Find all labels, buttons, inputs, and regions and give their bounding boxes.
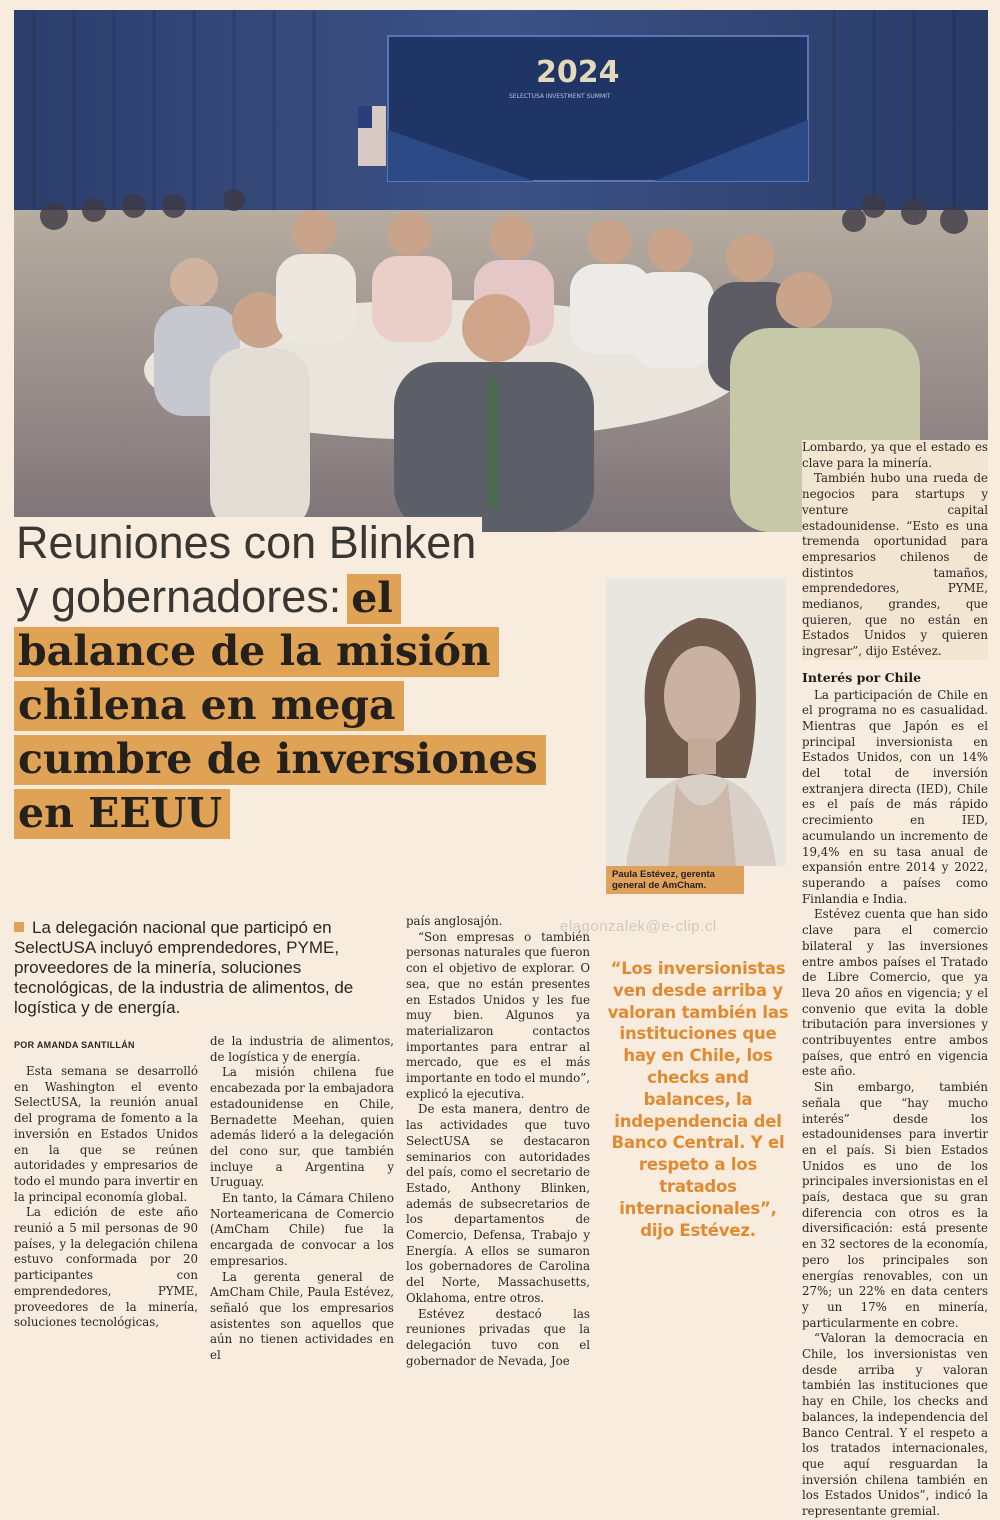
caption-line-2: general de AmCham. <box>612 880 707 891</box>
portrait-caption <box>606 866 744 894</box>
column-4-top-block <box>802 440 988 660</box>
paragraph: Estévez destacó las reuniones privadas que la delegación tuvo con el gobernador de Nevada, Joe <box>406 1306 590 1368</box>
headline-highlight-5: cumbre de inversiones <box>14 735 546 785</box>
body-column-3 <box>406 914 590 1369</box>
paragraph: “Valoran la democracia en Chile, los inversionistas ven desde arriba y valoran también las instituciones que hay en Chile, los checks and balances, la independencia del Banco Central. Y el respeto a los tratados internacionales, que aquí resguardan la inversión chilena también en los Estados Unidos”, indicó la representante gremial. <box>802 1331 988 1519</box>
paragraph: Sin embargo, también señala que “hay mucho interés” desde los estadounidenses para invertir en el país. Si bien Estados Unidos es uno de los principales inversionistas en el país, destaca que su gran diferencia con otros es la diversificación: está presente en 32 sectores de la economía, pero los principales son energías renovables, con un 27%; un 22% en data centers y un 17% en minería, particularmente en cobre. <box>802 1080 988 1330</box>
caption-line-1: Paula Estévez, gerenta <box>612 869 715 880</box>
headline-highlight-2: el <box>347 574 401 624</box>
paragraph: La gerenta general de AmCham Chile, Paula Estévez, señaló que los empresarios asistentes son aquellos que aún no tienen actividades en el <box>210 1269 394 1363</box>
lead-bullet-icon <box>14 922 24 932</box>
paragraph: país anglosajón. <box>406 914 503 928</box>
pull-quote: “Los inversionistas ven desde arriba y valoran también las instituciones que hay en Chile, los checks and balances, la independencia del Banco Central. Y el respeto a los tratados internacionales”, dijo Estévez. <box>607 959 789 1240</box>
paragraph: de la industria de alimentos, de logística y de energía. <box>210 1034 394 1064</box>
paragraph: En tanto, la Cámara Chileno Norteamericana de Comercio (AmCham Chile) fue la encargada de convocar a los empresarios. <box>210 1191 394 1268</box>
paragraph: La misión chilena fue encabezada por la embajadora estadounidense en Chile, Bernadette Meehan, quien además lideró a la delegación del cono sur, que también incluye a Argentina y Uruguay. <box>210 1065 394 1190</box>
body-column-4 <box>802 440 988 1520</box>
body-column-1 <box>14 1064 198 1331</box>
paragraph: La edición de este año reunió a 5 mil personas de 90 países, y la delegación chilena estuvo conformada por 20 participantes con emprendedores, PYME, proveedores de la minería, soluciones tecnológicas, <box>14 1205 198 1330</box>
portrait-photo <box>606 578 786 866</box>
stage-subtitle: SELECTUSA INVESTMENT SUMMIT <box>509 93 611 100</box>
headline-highlight-6: en EEUU <box>14 789 230 839</box>
paragraph: Esta semana se desarrolló en Washington el evento SelectUSA, la reunión anual del programa de fomento a la inversión en Estados Unidos en la que se reúnen autoridades y empresarios de todo el mundo para invertir en la principal economía global. <box>14 1064 198 1204</box>
watermark: elagonzalek@e-clip.cl <box>560 918 717 935</box>
headline-line-1: Reuniones con Blinken <box>14 517 482 568</box>
byline: POR AMANDA SANTILLÁN <box>14 1040 135 1050</box>
portrait-illustration <box>606 578 786 866</box>
paragraph: La participación de Chile en el programa no es casualidad. Mientras que Japón es el principal inversionista en Estados Unidos, con un 14% del total de inversión extranjera directa (IED), Chile es el país de más rápido crecimiento en IED, acumulando un incremento de 19,4% en su tasa anual de expansión entre 2014 y 2022, superando a países como Finlandia e India. <box>802 687 988 906</box>
headline <box>14 516 574 840</box>
headline-line-2: y gobernadores: <box>14 571 347 622</box>
headline-highlight-4: chilena en mega <box>14 681 404 731</box>
lead-text: La delegación nacional que participó en SelectUSA incluyó emprendedores, PYME, proveedores de la minería, soluciones tecnológicas, de la industria de alimentos, de logística y de energía. <box>14 918 354 1017</box>
lead-paragraph <box>14 918 394 1018</box>
paragraph: Lombardo, ya que el estado es clave para la minería. <box>802 440 988 470</box>
body-column-2 <box>210 1034 394 1364</box>
headline-highlight-3: balance de la misión <box>14 627 499 677</box>
paragraph: Estévez cuenta que han sido clave para el comercio bilateral y las inversiones entre ambos países el Tratado de Libre Comercio, que ya lleva 20 años en vigencia; y el convenio que evita la doble tributación para inversiones y contribuyentes entre ambos países, que entró en vigencia este año. <box>802 907 988 1079</box>
paragraph: También hubo una rueda de negocios para startups y venture capital estadounidense. “Esto es una tremenda oportunidad para empresarios chilenos de distintos tamaños, emprendedores, PYME, medianos, grandes, que quieren, que no están en Estados Unidos y quieren ingresar”, dijo Estévez. <box>802 471 988 659</box>
paragraph: “Son empresas o también personas naturales que fueron con el objetivo de explorar. O sea, que no están presentes en Estados Unidos y les fue muy bien. Algunos ya materializaron contactos importantes para entrar al mercado, que es el más importante en todo el mundo”, explicó la ejecutiva. <box>406 929 590 1101</box>
subheading: Interés por Chile <box>802 669 922 685</box>
stage-banner: 2024 <box>536 55 620 90</box>
paragraph: De esta manera, dentro de las actividades que tuvo SelectUSA se destacaron seminarios con autoridades del país, como el secretario de Estado, Anthony Blinken, además de subsecretarios de los departamentos de Comercio, Defensa, Trabajo y Energía. A ellos se sumaron los gobernadores de Carolina del Norte, Massachusetts, Oklahoma, entre otros. <box>406 1102 590 1305</box>
